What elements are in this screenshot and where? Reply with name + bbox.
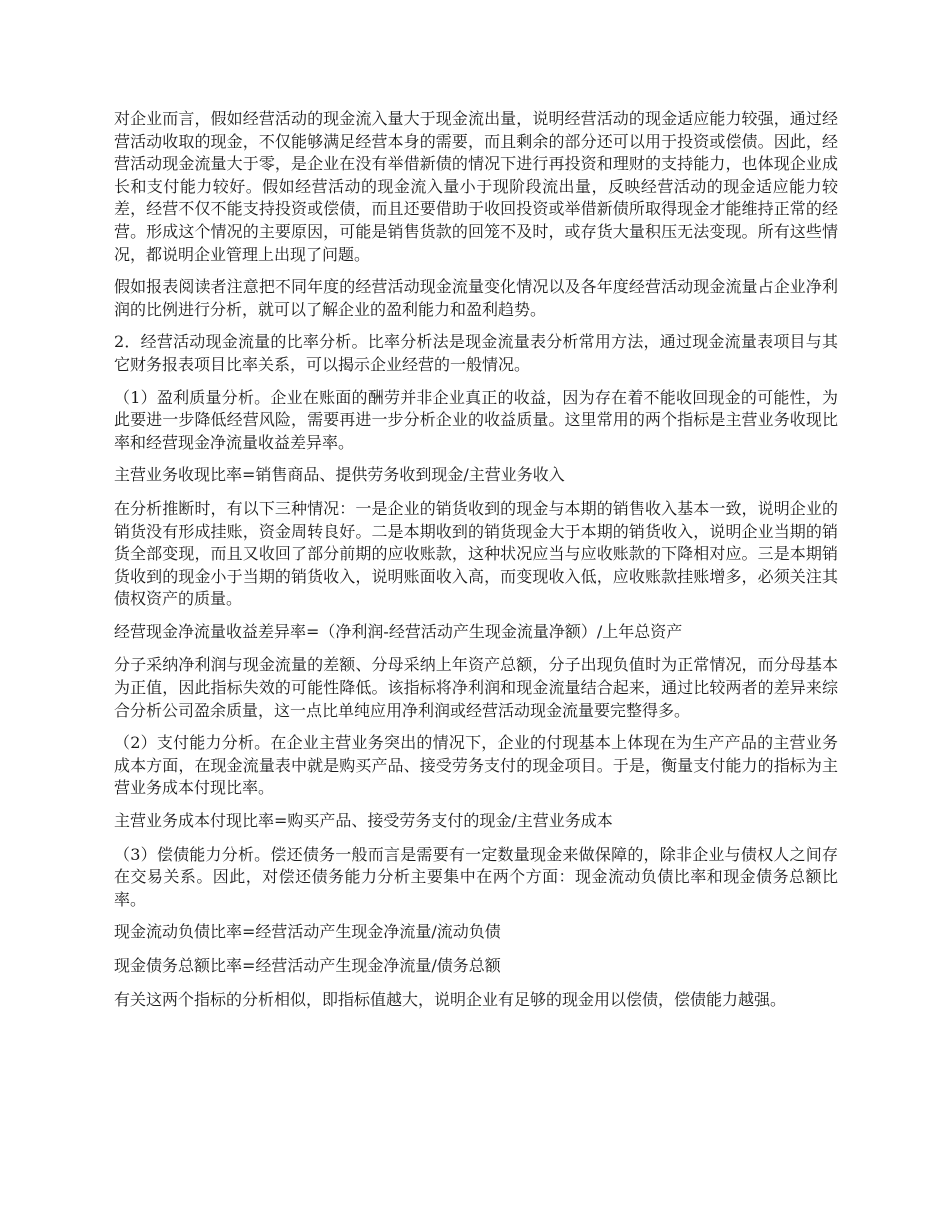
paragraph-multi-year-analysis: 假如报表阅读者注意把不同年度的经营活动现金流量变化情况以及各年度经营活动现金流量占企业净利润的比例进行分析，就可以了解企业的盈利能力和盈利趋势。	[114, 277, 838, 319]
paragraph-numerator-denominator: 分子采纳净利润与现金流量的差额、分母采纳上年资产总额，分子出现负值时为正常情况，而分母基本为正值，因此指标失效的可能性降低。该指标将净利润和现金流量结合起来，通过比较两者的差异来综合分析公司盈余质量，这一点比单纯应用净利润或经营活动现金流量要完整得多。	[114, 655, 838, 720]
formula-earnings-difference-ratio: 经营现金净流量收益差异率=（净利润-经营活动产生现金流量净额）/上年总资产	[114, 621, 683, 641]
formula-cost-payment-ratio: 主营业务成本付现比率=购买产品、接受劳务支付的现金/主营业务成本	[114, 811, 613, 831]
paragraph-ratio-analysis: 2．经营活动现金流量的比率分析。比率分析法是现金流量表分析常用方法，通过现金流量表项目与其它财务报表项目比率关系，可以揭示企业经营的一般情况。	[114, 332, 838, 374]
paragraph-profit-quality: （1）盈利质量分析。企业在账面的酬劳并非企业真正的收益，因为存在着不能收回现金的可能性，为此要进一步降低经营风险，需要再进一步分析企业的收益质量。这里常用的两个指标是主营业务收现比率和经营现金净流量收益差异率。	[114, 387, 838, 452]
paragraph-conclusion: 有关这两个指标的分析相似，即指标值越大，说明企业有足够的现金用以偿债，偿债能力越强。	[114, 989, 787, 1009]
paragraph-payment-ability: （2）支付能力分析。在企业主营业务突出的情况下，企业的付现基本上体现在为生产产品的主营业务成本方面，在现金流量表中就是购买产品、接受劳务支付的现金项目。于是，衡量支付能力的指标为主营业务成本付现比率。	[114, 733, 838, 798]
paragraph-operating-cash-flow: 对企业而言，假如经营活动的现金流入量大于现金流出量，说明经营活动的现金适应能力较强，通过经营活动收取的现金，不仅能够满足经营本身的需要，而且剩余的部分还可以用于投资或偿债。因此，经营活动现金流量大于零，是企业在没有举借新债的情况下进行再投资和理财的支持能力，也体现企业成长和支付能力较好。假如经营活动的现金流入量小于现阶段流出量，反映经营活动的现金适应能力较差，经营不仅不能支持投资或偿债，而且还要借助于收回投资或举借新债所取得现金才能维持正常的经营。形成这个情况的主要原因，可能是销售货款的回笼不及时，或存货大量积压无法变现。所有这些情况，都说明企业管理上出现了问题。	[114, 109, 838, 264]
document-body	[114, 108, 838, 1021]
formula-total-debt-ratio: 现金债务总额比率=经营活动产生现金净流量/债务总额	[114, 956, 501, 975]
paragraph-three-cases: 在分析推断时，有以下三种情况：一是企业的销货收到的现金与本期的销售收入基本一致，说明企业的销货没有形成挂账，资金周转良好。二是本期收到的销货现金大于本期的销货收入，说明企业当期的销货全部变现，而且又收回了部分前期的应收账款，这种状况应当与应收账款的下降相对应。三是本期销货收到的现金小于当期的销货收入，说明账面收入高，而变现收入低，应收账款挂账增多，必须关注其债权资产的质量。	[114, 498, 838, 609]
formula-revenue-cash-ratio: 主营业务收现比率=销售商品、提供劳务收到现金/主营业务收入	[114, 465, 565, 485]
formula-current-liability-ratio: 现金流动负债比率=经营活动产生现金净流量/流动负债	[114, 922, 501, 942]
paragraph-solvency: （3）偿债能力分析。偿还债务一般而言是需要有一定数量现金来做保障的，除非企业与债权人之间存在交易关系。因此，对偿还债务能力分析主要集中在两个方面：现金流动负债比率和现金债务总额比率。	[114, 844, 838, 909]
